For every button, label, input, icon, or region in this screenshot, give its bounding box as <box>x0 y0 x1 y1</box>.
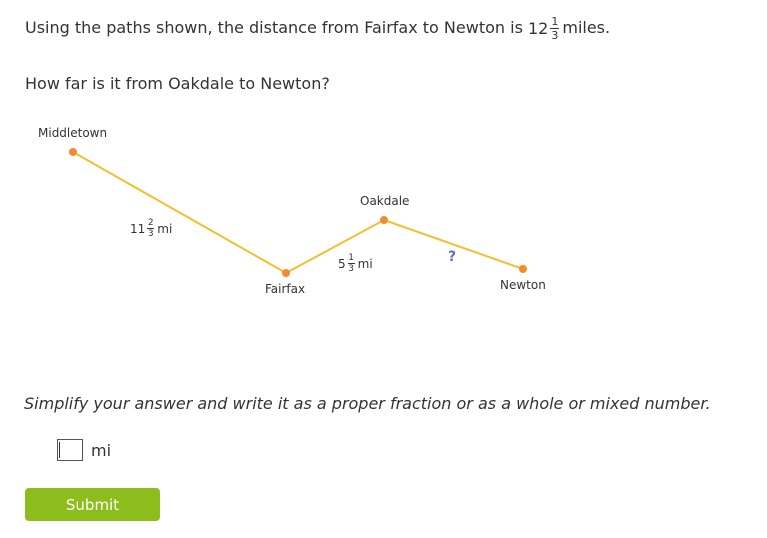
route-diagram <box>0 110 767 310</box>
question-line-1 <box>25 14 610 43</box>
answer-unit: mi <box>91 441 112 460</box>
total-denominator: 3 <box>551 28 559 42</box>
distance-fairfax-oakdale: 5 $\frac{1}{3}$ mi <box>338 253 373 274</box>
total-numerator: 1 <box>551 14 559 28</box>
point-oakdale <box>380 216 388 224</box>
label-oakdale: Oakdale <box>360 194 410 208</box>
submit-button[interactable]: Submit <box>25 488 160 521</box>
label-fairfax: Fairfax <box>265 282 306 296</box>
instructions: Simplify your answer and write it as a proper fraction or as a whole or mixed number. <box>24 394 711 413</box>
question-line-2: How far is it from Oakdale to Newton? <box>25 74 330 93</box>
text-caret <box>59 442 60 458</box>
total-distance-fraction <box>528 15 562 43</box>
total-whole: 12 <box>528 18 549 38</box>
distance-middletown-fairfax: 11 $\frac{2}{3}$ mi <box>130 218 173 239</box>
point-newton <box>519 265 527 273</box>
point-fairfax <box>282 269 290 277</box>
unknown-distance-mark: ? <box>448 249 457 265</box>
route-diagram-svg <box>0 110 767 310</box>
point-middletown <box>69 148 77 156</box>
question-prefix: Using the paths shown, the distance from Fairfax to Newton is <box>25 18 523 37</box>
answer-input[interactable] <box>57 439 83 461</box>
label-newton: Newton <box>500 278 546 292</box>
label-middletown: Middletown <box>38 126 108 140</box>
question-suffix: miles. <box>562 18 611 37</box>
